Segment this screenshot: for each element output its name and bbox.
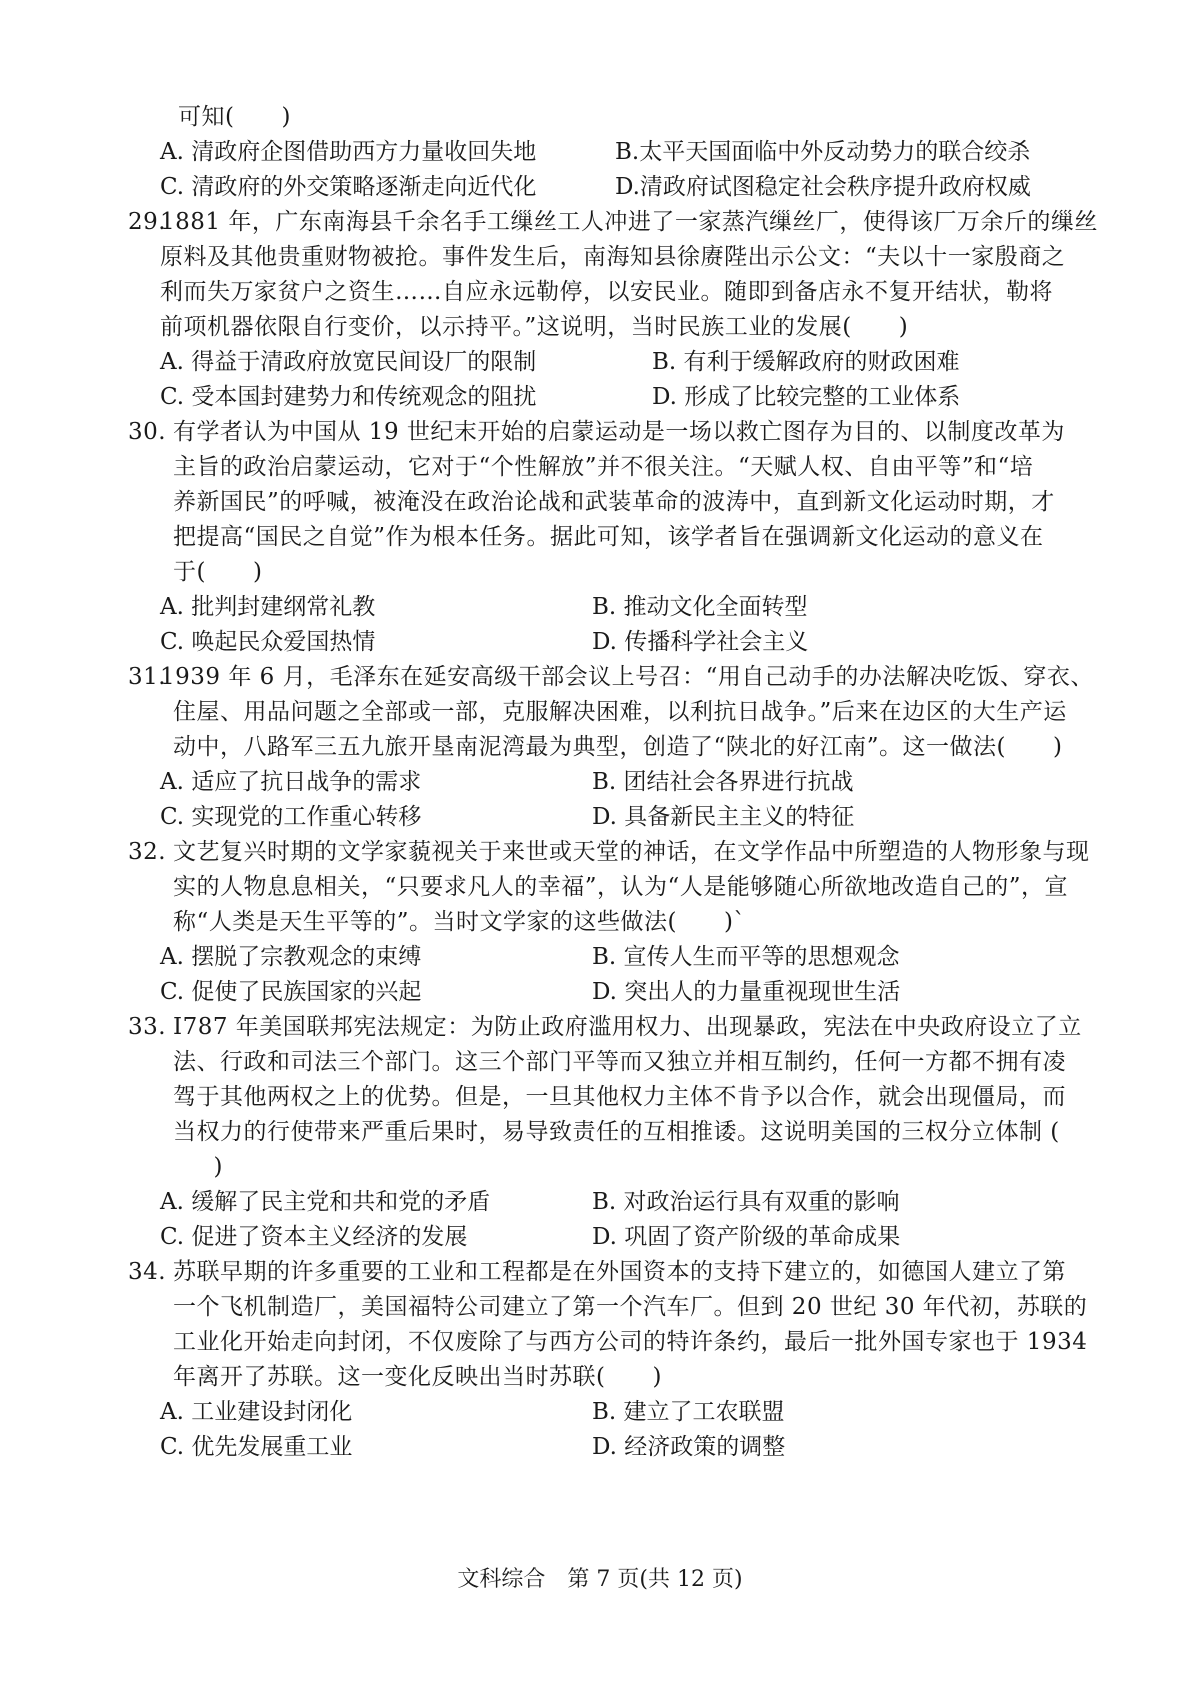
q28-option-b: B.太平天国面临中外反动势力的联合绞杀 [615, 139, 1031, 165]
q31-option-c: C. 实现党的工作重心转移 [160, 804, 422, 830]
q33-line-4: 当权力的行使带来严重后果时，易导致责任的互相推诿。这说明美国的三权分立体制 ( [173, 1119, 1060, 1145]
q31-option-a: A. 适应了抗日战争的需求 [160, 769, 422, 795]
q34-option-b: B. 建立了工农联盟 [592, 1399, 785, 1425]
q28-option-d: D.清政府试图稳定社会秩序提升政府权威 [615, 174, 1031, 200]
q32-option-d: D. 突出人的力量重视现世生活 [592, 979, 901, 1005]
q34-line-1: 苏联早期的许多重要的工业和工程都是在外国资本的支持下建立的，如德国人建立了第 [173, 1259, 1066, 1285]
q30-line-3: 养新国民”的呼喊，被淹没在政治论战和武装革命的波涛中，直到新文化运动时期，才 [173, 489, 1055, 515]
q33-option-d: D. 巩固了资产阶级的革命成果 [592, 1224, 901, 1250]
q29-line-3: 利而失万家贫户之资生……自应永远勒停，以安民业。随即到备店永不复开结状，勒将 [160, 279, 1053, 305]
q34-line-2: 一个飞机制造厂，美国福特公司建立了第一个汽车厂。但到 20 世纪 30 年代初，苏联的 [173, 1294, 1088, 1320]
q29-number: 29. [128, 209, 167, 235]
q29-line-4: 前项机器依限自行变价，以示持平。”这说明，当时民族工业的发展( ) [160, 314, 909, 340]
q33-option-a: A. 缓解了民主党和共和党的矛盾 [160, 1189, 491, 1215]
q33-option-c: C. 促进了资本主义经济的发展 [160, 1224, 468, 1250]
q29-line-2: 原料及其他贵重财物被抢。事件发生后，南海知县徐赓陛出示公文：“夫以十一家殷商之 [160, 244, 1066, 270]
q33-option-b: B. 对政治运行具有双重的影响 [592, 1189, 900, 1215]
q33-line-5: ) [190, 1154, 223, 1180]
q33-number: 33. [128, 1014, 167, 1040]
q28-option-a: A. 清政府企图借助西方力量收回失地 [160, 139, 537, 165]
q28-stem-tail: 可知( ) [178, 104, 291, 130]
q30-number: 30. [128, 419, 167, 445]
q29-line-1: 1881 年，广东南海县千余名手工缫丝工人冲进了一家蒸汽缫丝厂，使得该厂万余斤的缫丝 [160, 209, 1098, 235]
q30-option-b: B. 推动文化全面转型 [592, 594, 808, 620]
q29-option-b: B. 有利于缓解政府的财政困难 [652, 349, 960, 375]
q32-line-2: 实的人物息息相关，“只要求凡人的幸福”，认为“人是能够随心所欲地改造自己的”，宣 [173, 874, 1069, 900]
q32-line-3: 称“人类是天生平等的”。当时文学家的这些做法( )` [173, 909, 746, 935]
q31-option-b: B. 团结社会各界进行抗战 [592, 769, 854, 795]
q28-option-c: C. 清政府的外交策略逐渐走向近代化 [160, 174, 537, 200]
q31-option-d: D. 具备新民主主义的特征 [592, 804, 855, 830]
q30-option-d: D. 传播科学社会主义 [592, 629, 809, 655]
q31-number: 31. [128, 664, 167, 690]
q34-number: 34. [128, 1259, 167, 1285]
q30-line-1: 有学者认为中国从 19 世纪末开始的启蒙运动是一场以救亡图存为目的、以制度改革为 [173, 419, 1065, 445]
q30-line-4: 把提高“国民之自觉”作为根本任务。据此可知，该学者旨在强调新文化运动的意义在 [173, 524, 1044, 550]
q30-line-5: 于( ) [173, 559, 263, 585]
q34-line-4: 年离开了苏联。这一变化反映出当时苏联( ) [173, 1364, 662, 1390]
q29-option-a: A. 得益于清政府放宽民间设厂的限制 [160, 349, 537, 375]
q30-line-2: 主旨的政治启蒙运动，它对于“个性解放”并不很关注。“天赋人权、自由平等”和“培 [173, 454, 1034, 480]
q31-line-3: 动中，八路军三五九旅开垦南泥湾最为典型，创造了“陕北的好江南”。这一做法( ) [173, 734, 1063, 760]
q30-option-c: C. 唤起民众爱国热情 [160, 629, 376, 655]
q32-line-1: 文艺复兴时期的文学家藐视关于来世或天堂的神话，在文学作品中所塑造的人物形象与现 [173, 839, 1090, 865]
q32-option-b: B. 宣传人生而平等的思想观念 [592, 944, 900, 970]
q31-line-1: 1939 年 6 月，毛泽东在延安高级干部会议上号召：“用自己动手的办法解决吃饭、穿衣、 [160, 664, 1094, 690]
q33-line-2: 法、行政和司法三个部门。这三个部门平等而又独立并相互制约，任何一方都不拥有凌 [173, 1049, 1066, 1075]
q31-line-2: 住屋、用品问题之全部或一部，克服解决困难，以利抗日战争。”后来在边区的大生产运 [173, 699, 1067, 725]
page-footer: 文科综合 第 7 页(共 12 页) [457, 1567, 743, 1592]
q30-option-a: A. 批判封建纲常礼教 [160, 594, 376, 620]
q29-option-d: D. 形成了比较完整的工业体系 [652, 384, 961, 410]
q33-line-1: I787 年美国联邦宪法规定：为防止政府滥用权力、出现暴政，宪法在中央政府设立了立 [173, 1014, 1082, 1040]
q33-line-3: 驾于其他两权之上的优势。但是，一旦其他权力主体不肯予以合作，就会出现僵局，而 [173, 1084, 1066, 1110]
q32-number: 32. [128, 839, 167, 865]
q29-option-c: C. 受本国封建势力和传统观念的阻扰 [160, 384, 537, 410]
q34-option-c: C. 优先发展重工业 [160, 1434, 353, 1460]
q32-option-a: A. 摆脱了宗教观念的束缚 [160, 944, 422, 970]
q34-line-3: 工业化开始走向封闭，不仅废除了与西方公司的特许条约，最后一批外国专家也于 1934 [173, 1329, 1088, 1355]
q34-option-d: D. 经济政策的调整 [592, 1434, 786, 1460]
q34-option-a: A. 工业建设封闭化 [160, 1399, 353, 1425]
q32-option-c: C. 促使了民族国家的兴起 [160, 979, 422, 1005]
